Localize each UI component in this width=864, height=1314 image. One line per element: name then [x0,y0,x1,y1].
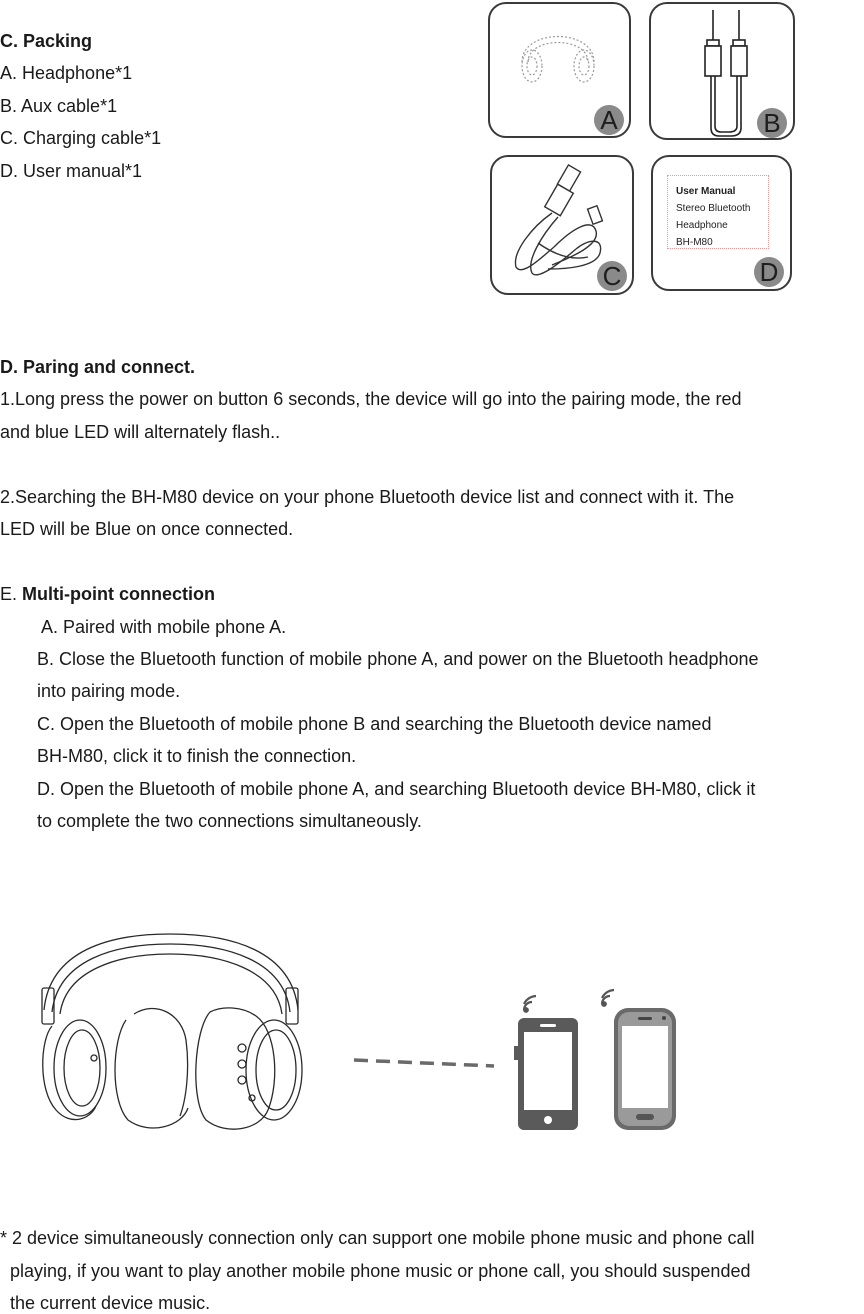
note-line: * 2 device simultaneously connection only can support one mobile phone music and phone call [0,1228,755,1248]
multipoint-line: B. Close the Bluetooth function of mobile phone A, and power on the Bluetooth headphone [37,649,759,669]
multipoint-line: C. Open the Bluetooth of mobile phone B and searching the Bluetooth device named [37,714,712,734]
note-line: the current device music. [0,1293,211,1313]
multipoint-line: BH-M80, click it to finish the connection. [37,746,357,766]
phone-b-icon [594,988,680,1134]
manual-line: BH-M80 [676,237,713,248]
note-line: playing, if you want to play another mobile phone music or phone call, you should suspended [0,1261,751,1281]
multipoint-line: D. Open the Bluetooth of mobile phone A, and searching Bluetooth device BH-M80, click it [37,779,756,799]
badge-b: B [757,108,787,138]
multipoint-heading-row [0,583,215,605]
badge-a: A [594,105,624,135]
user-manual-icon [667,175,769,249]
multipoint-line: into pairing mode. [37,681,181,701]
multipoint-heading: Multi-point connection [22,584,215,604]
dashed-link-icon [352,1056,497,1070]
multipoint-line: to complete the two connections simultaneously. [37,811,422,831]
wireless-signal-icon [524,996,536,1012]
packing-item: A. Headphone*1 [0,63,133,83]
packing-card-d [651,155,792,291]
manual-title: User Manual [676,186,736,197]
manual-line: Stereo Bluetooth [676,203,751,214]
phone-a-icon [514,992,584,1134]
packing-heading: C. Packing [0,31,93,51]
packing-card-b [649,2,795,140]
pairing-line: 2.Searching the BH-M80 device on your phone Bluetooth device list and connect with it. The [0,487,735,507]
badge-d: D [754,257,784,287]
headphone-icon [30,930,320,1135]
packing-card-c [490,155,634,295]
multipoint-line: A. Paired with mobile phone A. [37,617,287,637]
packing-card-a [488,2,631,138]
pairing-line: and blue LED will alternately flash.. [0,422,281,442]
manual-line: Headphone [676,220,728,231]
badge-c: C [597,261,627,291]
pairing-line: LED will be Blue on once connected. [0,519,294,539]
pairing-heading: D. Paring and connect. [0,357,196,377]
packing-item: D. User manual*1 [0,161,143,181]
packing-item: C. Charging cable*1 [0,128,162,148]
packing-item: B. Aux cable*1 [0,96,118,116]
wireless-signal-icon [602,990,614,1006]
pairing-line: 1.Long press the power on button 6 seconds, the device will go into the pairing mode, the red [0,389,742,409]
multipoint-prefix: E. [0,584,23,604]
